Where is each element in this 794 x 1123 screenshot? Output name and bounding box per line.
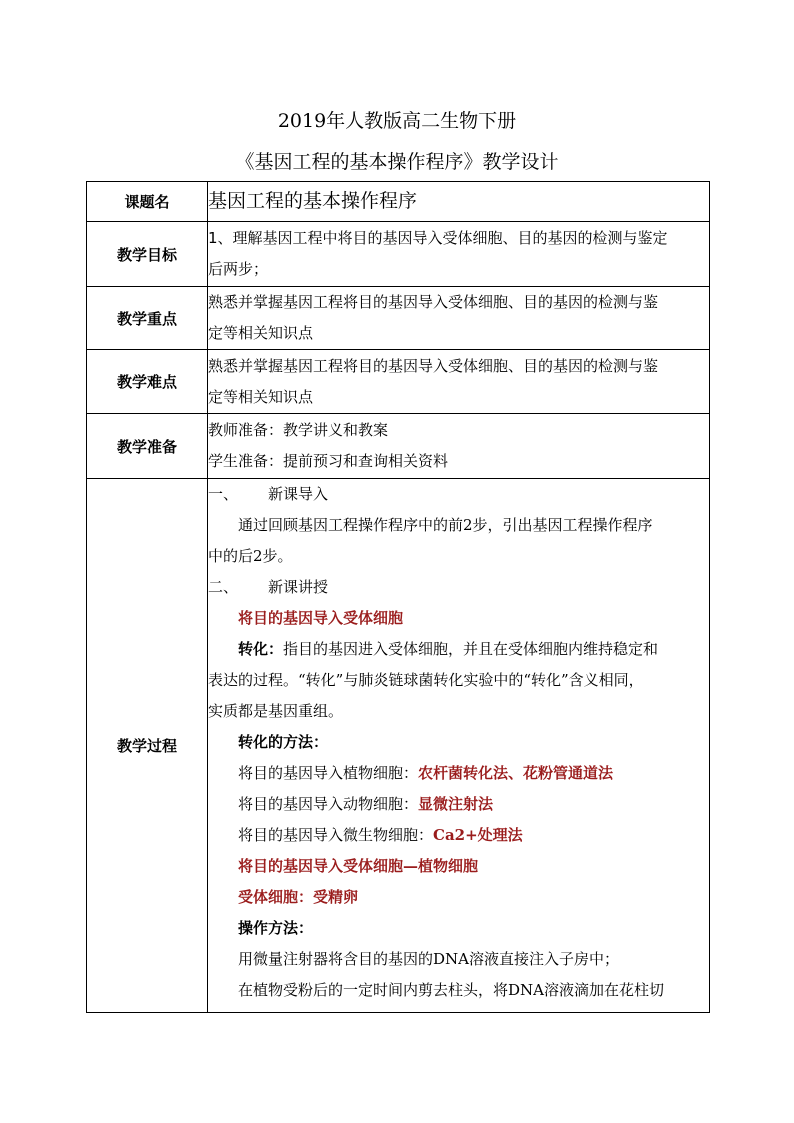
- label-objective: 教学目标: [87, 222, 208, 287]
- method-plant: 将目的基因导入植物细胞：农杆菌转化法、花粉管通道法: [238, 764, 614, 782]
- transform-line1: 转化：指目的基因进入受体细胞，并且在受体细胞内维持稳定和: [238, 640, 659, 658]
- value-process: [208, 479, 710, 1013]
- label-preparation: 教学准备: [87, 414, 208, 479]
- row-objective: [87, 222, 710, 287]
- row-preparation: [87, 414, 710, 479]
- label-difficulty: 教学难点: [87, 350, 208, 414]
- method-microbe: 将目的基因导入微生物细胞：Ca2+处理法: [238, 826, 523, 844]
- objective-line2: 后两步；: [208, 260, 269, 278]
- row-process: [87, 479, 710, 1013]
- label-key-point: 教学重点: [87, 287, 208, 350]
- row-difficulty: [87, 350, 710, 414]
- section-heading-intro: 一、 新课导入: [208, 485, 329, 503]
- preparation-teacher: 教师准备：教学讲义和教案: [208, 421, 389, 439]
- operation-label: 操作方法：: [238, 919, 314, 937]
- objective-line1: 1、理解基因工程中将目的基因导入受体细胞、目的基因的检测与鉴定: [208, 229, 668, 247]
- label-process: 教学过程: [87, 479, 208, 1013]
- section-heading-lecture: 二、 新课讲授: [208, 578, 329, 596]
- document-title-line2: 《基因工程的基本操作程序》教学设计: [235, 151, 559, 173]
- difficulty-line1: 熟悉并掌握基因工程将目的基因导入受体细胞、目的基因的检测与鉴: [208, 356, 659, 375]
- transform-line2: 表达的过程。“转化”与肺炎链球菌转化实验中的“转化”含义相同，: [208, 671, 644, 689]
- value-key-point: [208, 287, 710, 350]
- key-point-line1: 熟悉并掌握基因工程将目的基因导入受体细胞、目的基因的检测与鉴: [208, 293, 659, 311]
- value-objective: [208, 222, 710, 287]
- value-preparation: [208, 414, 710, 479]
- transform-line3: 实质都是基因重组。: [208, 702, 344, 720]
- preparation-student: 学生准备：提前预习和查询相关资料: [208, 452, 449, 470]
- row-key-point: [87, 287, 710, 350]
- value-topic: [208, 182, 710, 222]
- methods-label: 转化的方法：: [238, 733, 329, 751]
- method-animal: 将目的基因导入动物细胞：显微注射法: [238, 795, 494, 813]
- value-difficulty: [208, 350, 710, 414]
- label-topic: 课题名: [87, 182, 208, 222]
- intro-line2: 中的后2步。: [208, 547, 293, 565]
- operation-line2: 在植物受粉后的一定时间内剪去柱头，将DNA溶液滴加在花柱切: [238, 981, 664, 999]
- subheading-import: 将目的基因导入受体细胞: [238, 609, 404, 627]
- topic-text: 基因工程的基本操作程序: [208, 189, 418, 212]
- receptor-cell: 受体细胞：受精卵: [238, 888, 359, 906]
- operation-line1: 用微量注射器将含目的基因的DNA溶液直接注入子房中；: [238, 950, 619, 968]
- intro-line1: 通过回顾基因工程操作程序中的前2步，引出基因工程操作程序: [238, 516, 653, 534]
- difficulty-line2: 定等相关知识点: [208, 387, 314, 406]
- subheading-plant-cell: 将目的基因导入受体细胞—植物细胞: [238, 857, 479, 875]
- row-topic: [87, 182, 710, 222]
- key-point-line2: 定等相关知识点: [208, 324, 314, 342]
- lesson-plan-table: [86, 181, 710, 1013]
- document-title-line1: 2019年人教版高二生物下册: [277, 110, 517, 132]
